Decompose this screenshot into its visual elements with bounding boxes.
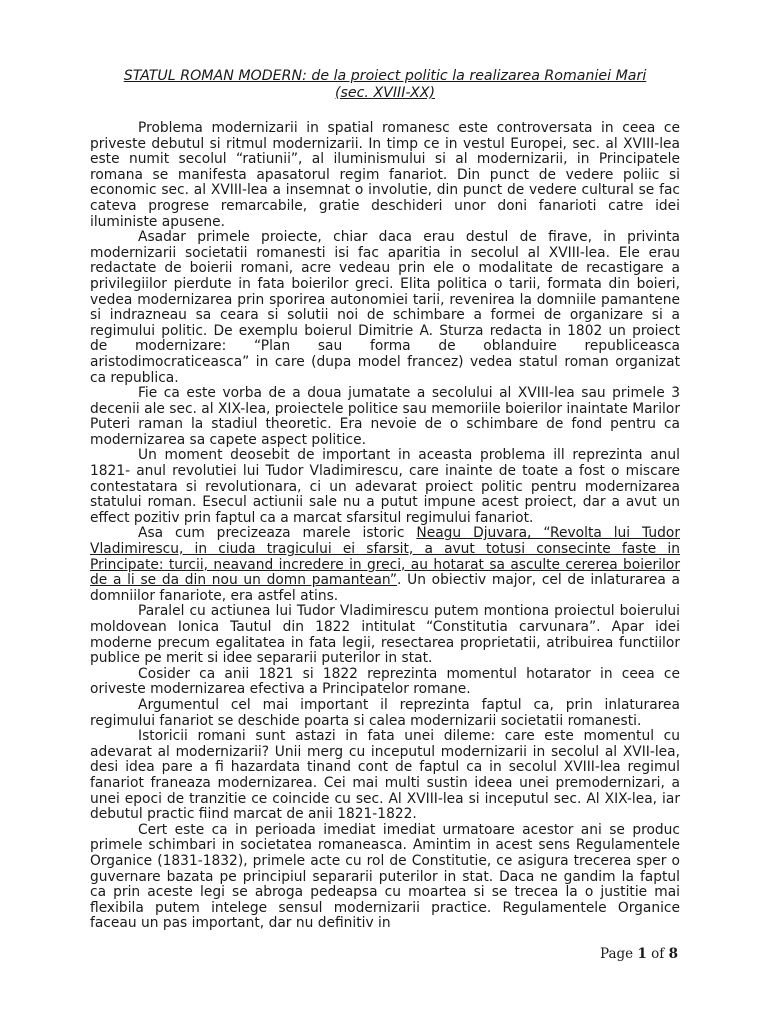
- document-body: [90, 121, 680, 932]
- paragraph: Cosider ca anii 1821 si 1822 reprezinta momentul hotarator in ceea ce oriveste modernizarea efectiva a Principatelor romane.: [90, 665, 680, 698]
- paragraph: Problema modernizarii in spatial romanesc este controversata in ceea ce priveste debutul si ritmul modernizarii. In timp ce in vestul Europei, sec. al XVIII-lea este numit secolul “ratiunii”, al iluminismului si al modernizarii, in Principatele romana se manifesta apasatorul regim fanariot. Din punct de vedere poliic si economic sec. al XVIII-lea a insemnat o involutie, din punct de vedere cultural se fac cateva progrese remarcabile, gratie deschideri unor doni fanarioti catre idei iluministe apusene.: [90, 120, 680, 230]
- page-number: [600, 946, 678, 962]
- paragraph-citation: [90, 526, 680, 604]
- title-line-1: STATUL ROMAN MODERN: de la proiect politic la realizarea Romaniei Mari: [123, 68, 647, 84]
- of-word: of: [651, 946, 665, 962]
- paragraph: Un moment deosebit de important in aceasta problema ill reprezinta anul 1821- anul revolutiei lui Tudor Vladimirescu, care inainte de toate a fost o miscare contestatara si revolutionara, ci un adevarat proiect politic pentru modernizarea statului roman. Esecul actiunii sale nu a putut impune acest proiect, dar a avut un effect pozitiv prin faptul ca a marcat sfarsitul regimului fanariot.: [90, 447, 680, 526]
- paragraph: Istoricii romani sunt astazi in fata unei dileme: care este momentul cu adevarat al modernizarii? Unii merg cu inceputul modernizarii in secolul al XVII-lea, desi idea pare a fi hazardata tinand cont de faptul ca in secolul XVIII-lea regimul fanariot franeaza modernizarea. Cei mai multi sustin ideea unei premodernizari, a unei epoci de tranzitie ce coincide cu sec. Al XVIII-lea si inceputul sec. Al XIX-lea, iar debutul practic fiind marcat de anii 1821-1822.: [90, 728, 680, 823]
- document-title: [90, 68, 680, 102]
- paragraph: Argumentul cel mai important il reprezinta faptul ca, prin inlaturarea regimului fanariot se deschide poarta si calea modernizarii societatii romanesti.: [90, 696, 680, 729]
- citation-tail: . Un obiectiv major, cel de inlaturarea a domniilor fanariote, era astfel atins.: [90, 572, 680, 604]
- page-word: Page: [600, 946, 634, 962]
- title-line-2: (sec. XVIII-XX): [334, 85, 436, 101]
- page-current: 1: [637, 946, 647, 962]
- paragraph: Cert este ca in perioada imediat imediat urmatoare acestor ani se produc primele schimbari in societatea romaneasca. Amintim in acest sens Regulamentele Organice (1831-1832), primele acte cu rol de Constitutie, ce asigura trecerea sper o guvernare bazata pe principiul separarii puterilor in stat. Daca ne gandim la faptul ca prin aceste legi se abroga pedeapsa cu moartea si se trecea la o justitie mai flexibila putem intelege sensul modernizarii practice. Regulamentele Organice faceau un pas important, dar nu definitiv in: [90, 821, 680, 932]
- paragraph: Asadar primele proiecte, chiar daca erau destul de firave, in privinta modernizarii societatii romanesti isi fac aparitia in secolul al XVIII-lea. Ele erau redactate de boierii romani, acre vedeau prin ele o modalitate de recastigare a privilegiilor pierdute in fata boierilor greci. Elita politica o tarii, formata din boieri, vedea modernizarea prin sporirea autonomiei tarii, revenirea la domniile pamantene si indrazneau sa ceara si solutii noi de schimbare a formei de organizare si a regimului politic. De exemplu boierul Dimitrie A. Sturza redacta in 1802 un proiect de modernizare: “Plan sau forma de oblanduire republiceasca aristodimocraticeasca” in care (dupa model francez) vedea statul roman organizat ca republica.: [90, 229, 680, 386]
- citation-lead: Asa cum precizeaza marele istoric: [138, 525, 417, 542]
- paragraph: Fie ca este vorba de a doua jumatate a secolului al XVIII-lea sau primele 3 decenii ale sec. al XIX-lea, proiectele politice sau memoriile boierilor inaintate Marilor Puteri raman la stadiul theoretic. Era nevoie de o schimbare de fond pentru ca modernizarea sa capete aspect politice.: [90, 385, 680, 448]
- paragraph: Paralel cu actiunea lui Tudor Vladimirescu putem montiona proiectul boierului moldovean Ionica Tautul din 1822 intitulat “Constitutia carvunara”. Apar idei moderne precum egalitatea in fata legii, resectarea proprietatii, atribuirea functiilor publice pe merit si idee separarii puterilor in stat.: [90, 603, 680, 667]
- citation-quote: Neagu Djuvara, “Revolta lui Tudor Vladimirescu, in ciuda tragicului ei sfarsit, a avut totusi consecinte faste in Principate: turcii, neavand incredere in greci, au hotarat sa asculte cererea boierilor de a li se da din nou un domn pamantean”: [90, 525, 680, 589]
- page-total: 8: [668, 946, 678, 962]
